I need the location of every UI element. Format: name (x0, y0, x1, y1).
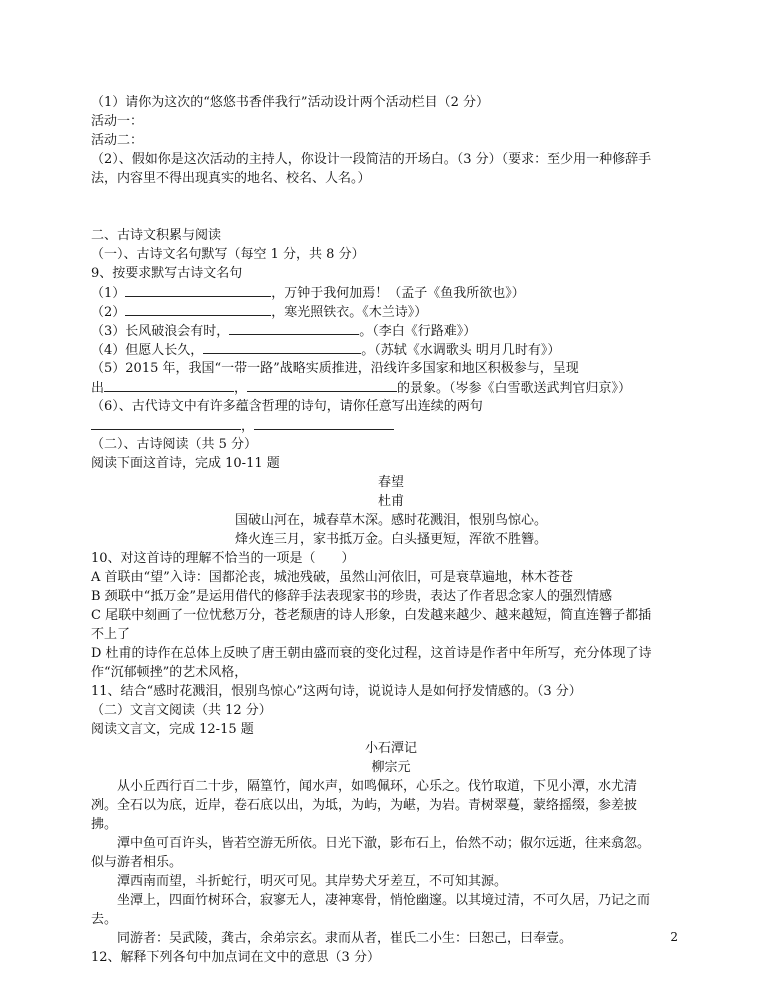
paragraph-line: 拂。 (91, 817, 118, 832)
option-a: A 首联由“望”入诗：国都沦丧，城池残破，虽然山河依旧，可是衰草遍地，林木苍苍 (91, 570, 573, 585)
fill-blank-item: （4）但愿人长久， 。（苏轼《水调歌头 明月几时有》） (91, 340, 691, 359)
subsection-heading: （一）、古诗文名句默写（每空 1 分，共 8 分） (91, 247, 365, 262)
fill-blank-item: （6）、古代诗文中有许多蕴含哲理的诗句，请你任意写出连续的两句 (91, 399, 483, 414)
paragraph-line: 潭中鱼可百许头，皆若空游无所依。日光下澈，影布石上，佁然不动；俶尔远逝，往来翕忽。 (117, 836, 651, 851)
paragraph-line: 去。 (91, 912, 118, 927)
instruction-text: 阅读下面这首诗，完成 10-11 题 (91, 456, 280, 471)
option-d-cont: 作“沉郁顿挫”的艺术风格， (91, 665, 248, 680)
essay-author: 柳宗元 (371, 760, 411, 775)
fill-blank-item: （3）长风破浪会有时， 。（李白《行路难》） (91, 321, 691, 340)
answer-blank (125, 302, 271, 316)
answer-blank (247, 378, 397, 392)
answer-blank (254, 416, 394, 430)
answer-label: 活动一： (91, 114, 144, 129)
answer-blank (125, 283, 271, 297)
poem-line: 烽火连三月，家书抵万金。白头搔更短，浑欲不胜簪。 (234, 532, 547, 547)
subsection-heading: （二）文言文阅读（共 12 分） (91, 703, 272, 718)
fill-blank-item: ， (91, 416, 691, 435)
question-text: 12、解释下列各句中加点词在文中的意思（3 分） (91, 950, 380, 965)
question-text: （1）请你为这次的“悠悠书香伴我行”活动设计两个活动栏目（2 分） (91, 95, 489, 110)
page-content (91, 93, 691, 967)
section-heading: 二、古诗文积累与阅读 (91, 228, 222, 243)
answer-blank (91, 416, 241, 430)
question-text: 法，内容里不得出现真实的地名、校名、人名。） (91, 171, 371, 186)
fill-blank-item: 出 ， 的景象。（岑参《白雪歌送武判官归京》） (91, 378, 691, 397)
option-c: C 尾联中刻画了一位忧愁万分，苍老颓唐的诗人形象，白发越来越少、越来越短，简直连簪子都插 (91, 608, 652, 623)
option-d: D 杜甫的诗作在总体上反映了唐王朝由盛而衰的变化过程，这首诗是作者中年所写，充分体现了诗 (91, 646, 652, 661)
subsection-heading: （二）、古诗阅读（共 5 分） (91, 437, 258, 452)
page-number: 2 (670, 930, 678, 944)
question-text: 9、按要求默写古诗文名句 (91, 266, 243, 281)
poem-author: 杜甫 (377, 494, 404, 509)
fill-blank-item: （2） ，寒光照铁衣。《木兰诗》） (91, 302, 691, 321)
paragraph-line: 坐潭上，四面竹树环合，寂寥无人，凄神寒骨，悄怆幽邃。以其境过清，不可久居，乃记之而 (117, 893, 651, 908)
essay-title: 小石潭记 (364, 741, 417, 756)
answer-blank (229, 321, 359, 335)
fill-blank-item: （1） ，万钟于我何加焉！（孟子《鱼我所欲也》） (91, 283, 691, 302)
option-b: B 颈联中“抵万金”是运用借代的修辞手法表现家书的珍贵，表达了作者思念家人的强烈情感 (91, 589, 612, 604)
question-text: 10、对这首诗的理解不恰当的一项是（ ） (91, 551, 355, 566)
spacer (91, 188, 691, 226)
answer-blank (203, 340, 361, 354)
question-text: 11、结合“感时花溅泪，恨别鸟惊心”这两句诗，说说诗人是如何抒发情感的。（3 分） (91, 684, 582, 699)
answer-label: 活动二： (91, 133, 144, 148)
paragraph-line: 潭西南而望，斗折蛇行，明灭可见。其岸势犬牙差互，不可知其源。 (117, 874, 508, 889)
paragraph-line: 似与游者相乐。 (91, 855, 183, 870)
instruction-text: 阅读文言文，完成 12-15 题 (91, 722, 254, 737)
question-text: （2）、假如你是这次活动的主持人，你设计一段简洁的开场白。（3 分）（要求：至少用一种修辞手 (91, 152, 652, 167)
paragraph-line: 同游者：吴武陵，龚古，余弟宗玄。隶而从者，崔氏二小生：曰恕己，曰奉壹。 (117, 931, 573, 946)
poem-line: 国破山河在，城春草木深。感时花溅泪，恨别鸟惊心。 (234, 513, 547, 528)
option-c-cont: 不上了 (91, 627, 131, 642)
paragraph-line: 冽。全石以为底，近岸，卷石底以出，为坻，为屿，为嵁，为岩。青树翠蔓，蒙络摇缀，参差披 (91, 798, 638, 813)
poem-title: 春望 (377, 475, 404, 490)
paragraph-line: 从小丘西行百二十步，隔篁竹，闻水声，如鸣佩环，心乐之。伐竹取道，下见小潭，水尤清 (117, 779, 638, 794)
fill-blank-item: （5）2015 年，我国“一带一路”战略实质推进，沿线许多国家和地区积极参与，呈现 (91, 361, 579, 376)
answer-blank (104, 378, 234, 392)
